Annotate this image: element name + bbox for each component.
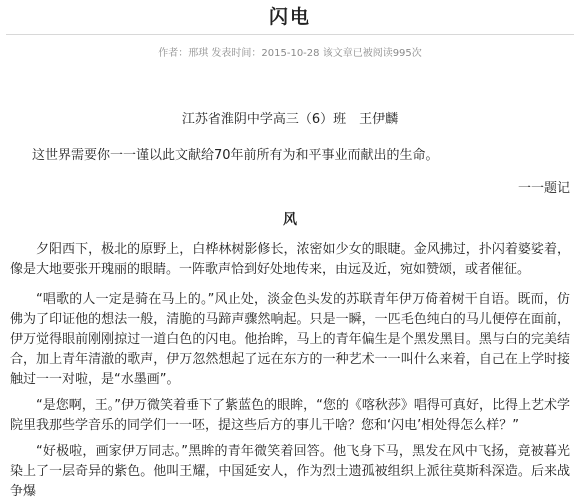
dedication-text: 这世界需要你一一谨以此文献给70年前所有为和平事业而献出的生命。 — [32, 148, 439, 163]
article-meta: 作者：邢琪 发表时间：2015-10-28 该文章已被阅读995次 — [158, 48, 422, 59]
article-title: 闪电 — [268, 6, 311, 28]
epigraph-label: 一一题记 — [517, 181, 570, 196]
body-paragraph: “好极啦，画家伊万同志。”黑眸的青年微笑着回答。他飞身下马，黑发在风中飞扬，竟被暮光染上了一层奇异的紫色。他叫王耀，中国延安人，作为烈士遗孤被组织上派往莫斯科深造。后来战争爆 — [10, 444, 570, 499]
title-divider — [6, 34, 574, 35]
body-paragraph: 夕阳西下，极北的原野上，白桦林树影修长，浓密如少女的眼睫。金风拂过，扑闪着婆娑着，像是大地要张开瑰丽的眼睛。一阵歌声恰到好处地传来，由远及近，宛如赞颂，或者催征。 — [10, 242, 570, 277]
body-paragraph: “是您啊，王。”伊万微笑着垂下了紫蓝色的眼眸，“您的《喀秋莎》唱得可真好，比得上艺术学院里我那些学音乐的同学们一一呸，提这些后方的事儿干啥？您和‘闪电’相处得怎么样？” — [10, 398, 570, 433]
body-paragraph: “唱歌的人一定是骑在马上的。”风止处，淡金色头发的苏联青年伊万倚着树干自语。既而，仿佛为了印证他的想法一般，清脆的马蹄声骤然响起。只是一瞬，一匹毛色纯白的马儿便停在面前，伊万觉得眼前刚刚掠过一道白色的闪电。他抬眸，马上的青年偏生是个黑发黑目。黑与白的完美结合，加上青年清澈的歌声，伊万忽然想起了远在东方的一种艺术一一叫什么来着，自己在上学时接触过一一对啦，是“水墨画”。 — [10, 292, 570, 387]
author-school-line: 江苏省淮阴中学高三（6）班 王伊麟 — [181, 112, 399, 127]
section-title: 风 — [283, 212, 297, 228]
